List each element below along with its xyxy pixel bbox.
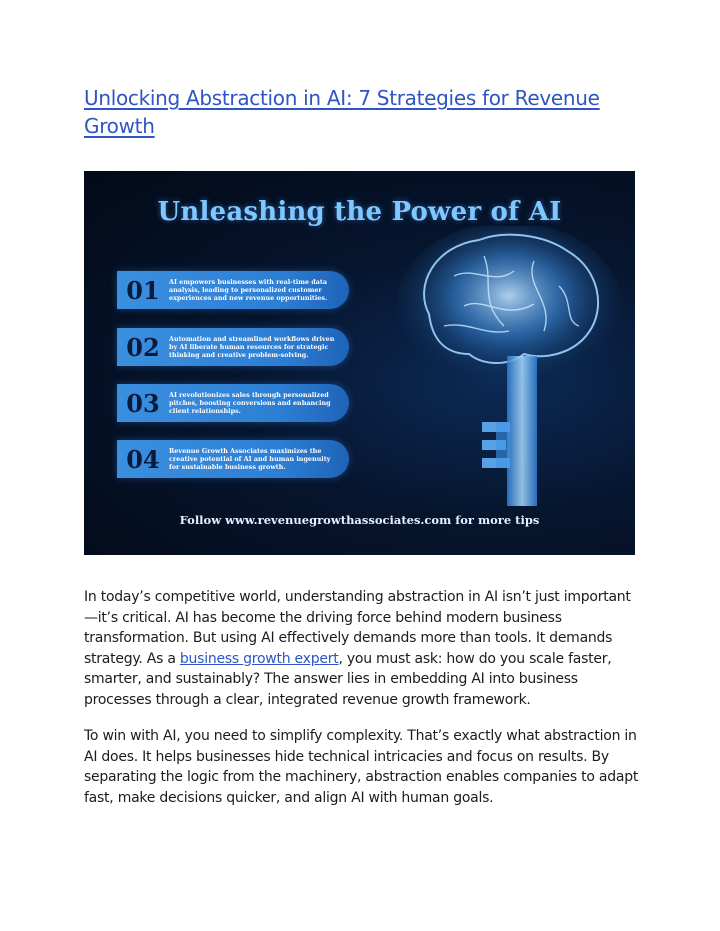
infographic-footer: Follow www.revenuegrowthassociates.com for more tips: [179, 513, 540, 527]
strategy-item: [117, 440, 349, 478]
business-growth-expert-link[interactable]: business growth expert: [179, 650, 339, 667]
article-title-link[interactable]: Unlocking Abstraction in AI: 7 Strategies for Revenue Growth: [84, 86, 600, 138]
strategy-number: 02: [126, 332, 160, 362]
paragraph-text: , you must ask: how do you scale faster, smarter, and sustainably? The answer lies in embedding AI into business processes through a clear, integrated revenue growth framework.: [84, 650, 612, 708]
second-paragraph: To win with AI, you need to simplify complexity. That’s exactly what abstraction in AI does. It helps businesses hide technical intricacies and focus on results. By separating the logic from the machinery, abstraction enables companies to adapt fast, make decisions quicker, and align AI with human goals.: [84, 728, 639, 806]
strategy-item: [117, 271, 349, 309]
strategy-number: 03: [126, 388, 160, 418]
strategy-item: [117, 328, 349, 366]
strategy-text: Automation and streamlined workflows driven by AI liberate human resources for strategic thinking and creative problem-solving.: [169, 335, 335, 359]
strategy-number: 04: [126, 444, 160, 474]
strategy-number: 01: [126, 275, 160, 305]
paragraph-text: In today’s competitive world, understanding abstraction in AI isn’t just important—it’s critical. AI has become the driving force behind modern business transformation. But using AI effectively demands more than tools. It demands strategy. As a: [84, 589, 631, 667]
strategy-text: Revenue Growth Associates maximizes the creative potential of AI and human ingenuity for sustainable business growth.: [169, 447, 331, 471]
brain-key-icon: [384, 226, 624, 516]
strategy-text: AI revolutionizes sales through personalized pitches, boosting conversions and enhancing client relationships.: [169, 391, 331, 415]
infographic-heading: Unleashing the Power of AI: [157, 197, 562, 227]
strategy-text: AI empowers businesses with real-time data analysis, leading to personalized customer experiences and new revenue opportunities.: [169, 278, 328, 302]
intro-paragraph: [84, 587, 644, 710]
hero-infographic: [84, 171, 635, 555]
strategy-item: [117, 384, 349, 422]
